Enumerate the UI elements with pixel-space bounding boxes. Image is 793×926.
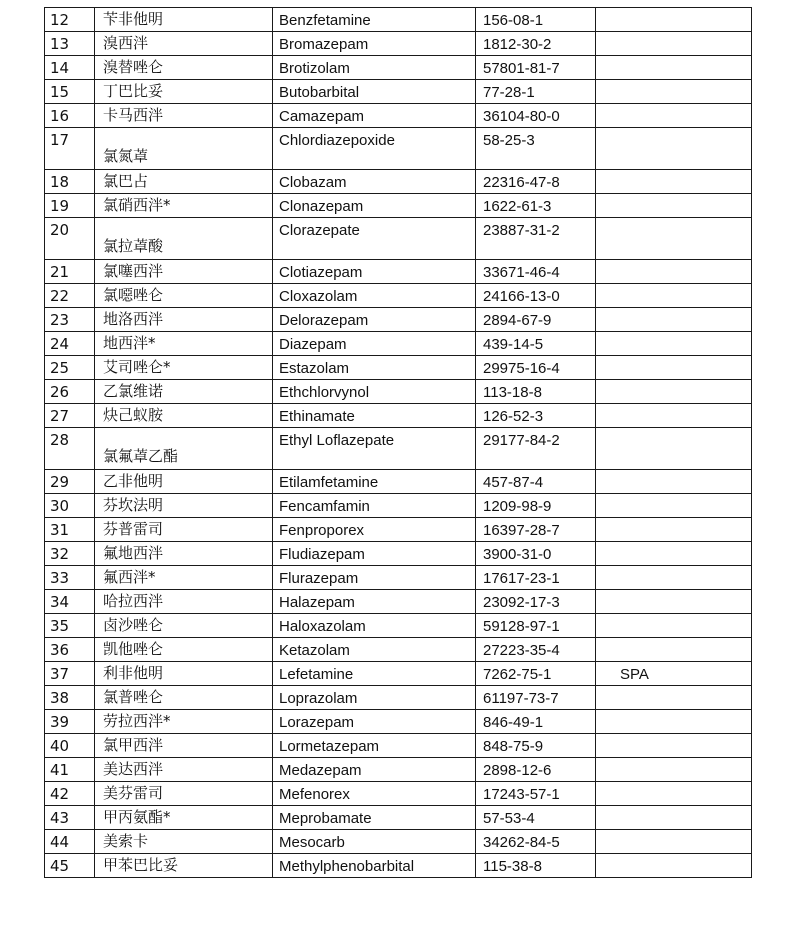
table-row <box>45 260 752 284</box>
cas-number: 34262-84-5 <box>476 830 596 854</box>
cas-number: 23887-31-2 <box>476 218 596 260</box>
row-number: 45 <box>45 854 95 878</box>
note <box>596 56 752 80</box>
cas-number: 2898-12-6 <box>476 758 596 782</box>
english-name: Lefetamine <box>273 662 476 686</box>
row-number: 29 <box>45 470 95 494</box>
row-number: 28 <box>45 428 95 470</box>
chinese-name: 美芬雷司 <box>95 782 273 806</box>
cas-number: 57-53-4 <box>476 806 596 830</box>
note <box>596 404 752 428</box>
english-name: Haloxazolam <box>273 614 476 638</box>
row-number: 38 <box>45 686 95 710</box>
cas-number: 115-38-8 <box>476 854 596 878</box>
row-number: 18 <box>45 170 95 194</box>
drug-table <box>44 7 752 878</box>
chinese-name: 氯拉䓬酸 <box>95 218 273 260</box>
table-row <box>45 782 752 806</box>
row-number: 13 <box>45 32 95 56</box>
table-row <box>45 710 752 734</box>
table-row <box>45 404 752 428</box>
english-name: Clobazam <box>273 170 476 194</box>
cas-number: 2894-67-9 <box>476 308 596 332</box>
note <box>596 566 752 590</box>
row-number: 23 <box>45 308 95 332</box>
row-number: 32 <box>45 542 95 566</box>
chinese-name: 芬坎法明 <box>95 494 273 518</box>
chinese-name: 美达西泮 <box>95 758 273 782</box>
cas-number: 57801-81-7 <box>476 56 596 80</box>
table-row <box>45 542 752 566</box>
cas-number: 156-08-1 <box>476 8 596 32</box>
cas-number: 7262-75-1 <box>476 662 596 686</box>
english-name: Meprobamate <box>273 806 476 830</box>
english-name: Lormetazepam <box>273 734 476 758</box>
row-number: 31 <box>45 518 95 542</box>
table-row <box>45 758 752 782</box>
english-name: Delorazepam <box>273 308 476 332</box>
cas-number: 439-14-5 <box>476 332 596 356</box>
english-name: Etilamfetamine <box>273 470 476 494</box>
table-row <box>45 494 752 518</box>
cas-number: 17617-23-1 <box>476 566 596 590</box>
note <box>596 470 752 494</box>
cas-number: 61197-73-7 <box>476 686 596 710</box>
row-number: 20 <box>45 218 95 260</box>
row-number: 40 <box>45 734 95 758</box>
english-name: Benzfetamine <box>273 8 476 32</box>
table-row <box>45 830 752 854</box>
cas-number: 1812-30-2 <box>476 32 596 56</box>
note <box>596 104 752 128</box>
note <box>596 428 752 470</box>
note <box>596 494 752 518</box>
english-name: Ketazolam <box>273 638 476 662</box>
table-row <box>45 380 752 404</box>
row-number: 25 <box>45 356 95 380</box>
row-number: 26 <box>45 380 95 404</box>
chinese-name: 地西泮* <box>95 332 273 356</box>
note <box>596 380 752 404</box>
table-row <box>45 638 752 662</box>
row-number: 14 <box>45 56 95 80</box>
note <box>596 284 752 308</box>
cas-number: 77-28-1 <box>476 80 596 104</box>
cas-number: 17243-57-1 <box>476 782 596 806</box>
english-name: Estazolam <box>273 356 476 380</box>
note <box>596 260 752 284</box>
chinese-name: 凯他唑仑 <box>95 638 273 662</box>
note <box>596 614 752 638</box>
note <box>596 308 752 332</box>
note <box>596 734 752 758</box>
cas-number: 846-49-1 <box>476 710 596 734</box>
english-name: Camazepam <box>273 104 476 128</box>
note <box>596 710 752 734</box>
cas-number: 848-75-9 <box>476 734 596 758</box>
row-number: 21 <box>45 260 95 284</box>
cas-number: 59128-97-1 <box>476 614 596 638</box>
cas-number: 24166-13-0 <box>476 284 596 308</box>
english-name: Methylphenobarbital <box>273 854 476 878</box>
cas-number: 16397-28-7 <box>476 518 596 542</box>
english-name: Fencamfamin <box>273 494 476 518</box>
chinese-name: 氯巴占 <box>95 170 273 194</box>
english-name: Fenproporex <box>273 518 476 542</box>
row-number: 36 <box>45 638 95 662</box>
chinese-name: 氯氟䓬乙酯 <box>95 428 273 470</box>
cas-number: 1209-98-9 <box>476 494 596 518</box>
table-row <box>45 734 752 758</box>
row-number: 27 <box>45 404 95 428</box>
row-number: 37 <box>45 662 95 686</box>
chinese-name: 卡马西泮 <box>95 104 273 128</box>
row-number: 15 <box>45 80 95 104</box>
chinese-name: 劳拉西泮* <box>95 710 273 734</box>
table-row <box>45 80 752 104</box>
note <box>596 686 752 710</box>
chinese-name: 氯氮䓬 <box>95 128 273 170</box>
english-name: Cloxazolam <box>273 284 476 308</box>
row-number: 42 <box>45 782 95 806</box>
chinese-name: 美索卡 <box>95 830 273 854</box>
cas-number: 22316-47-8 <box>476 170 596 194</box>
chinese-name: 溴替唑仑 <box>95 56 273 80</box>
chinese-name: 氟地西泮 <box>95 542 273 566</box>
chinese-name: 氯噁唑仑 <box>95 284 273 308</box>
english-name: Ethinamate <box>273 404 476 428</box>
row-number: 19 <box>45 194 95 218</box>
english-name: Halazepam <box>273 590 476 614</box>
note <box>596 8 752 32</box>
note <box>596 782 752 806</box>
row-number: 34 <box>45 590 95 614</box>
chinese-name: 氯普唑仑 <box>95 686 273 710</box>
note <box>596 128 752 170</box>
row-number: 16 <box>45 104 95 128</box>
cas-number: 29177-84-2 <box>476 428 596 470</box>
cas-number: 457-87-4 <box>476 470 596 494</box>
table-row <box>45 662 752 686</box>
row-number: 22 <box>45 284 95 308</box>
row-number: 24 <box>45 332 95 356</box>
table-row <box>45 104 752 128</box>
row-number: 12 <box>45 8 95 32</box>
table-row <box>45 332 752 356</box>
english-name: Ethyl Loflazepate <box>273 428 476 470</box>
table-row <box>45 356 752 380</box>
table-row <box>45 194 752 218</box>
chinese-name: 甲苯巴比妥 <box>95 854 273 878</box>
english-name: Diazepam <box>273 332 476 356</box>
table-row <box>45 128 752 170</box>
table-row <box>45 284 752 308</box>
table-row <box>45 32 752 56</box>
english-name: Bromazepam <box>273 32 476 56</box>
note <box>596 854 752 878</box>
note <box>596 806 752 830</box>
chinese-name: 哈拉西泮 <box>95 590 273 614</box>
chinese-name: 艾司唑仑* <box>95 356 273 380</box>
note <box>596 638 752 662</box>
row-number: 43 <box>45 806 95 830</box>
note <box>596 32 752 56</box>
chinese-name: 氯甲西泮 <box>95 734 273 758</box>
cas-number: 29975-16-4 <box>476 356 596 380</box>
table-row <box>45 218 752 260</box>
table-row <box>45 470 752 494</box>
cas-number: 36104-80-0 <box>476 104 596 128</box>
table-row <box>45 56 752 80</box>
note <box>596 194 752 218</box>
english-name: Clotiazepam <box>273 260 476 284</box>
row-number: 35 <box>45 614 95 638</box>
cas-number: 1622-61-3 <box>476 194 596 218</box>
chinese-name: 地洛西泮 <box>95 308 273 332</box>
english-name: Chlordiazepoxide <box>273 128 476 170</box>
table-row <box>45 566 752 590</box>
english-name: Ethchlorvynol <box>273 380 476 404</box>
table-row <box>45 614 752 638</box>
row-number: 30 <box>45 494 95 518</box>
cas-number: 27223-35-4 <box>476 638 596 662</box>
english-name: Flurazepam <box>273 566 476 590</box>
english-name: Medazepam <box>273 758 476 782</box>
row-number: 17 <box>45 128 95 170</box>
note <box>596 542 752 566</box>
chinese-name: 丁巴比妥 <box>95 80 273 104</box>
cas-number: 3900-31-0 <box>476 542 596 566</box>
table-row <box>45 806 752 830</box>
row-number: 41 <box>45 758 95 782</box>
table-row <box>45 854 752 878</box>
english-name: Loprazolam <box>273 686 476 710</box>
note <box>596 758 752 782</box>
table-row <box>45 686 752 710</box>
note <box>596 590 752 614</box>
english-name: Brotizolam <box>273 56 476 80</box>
cas-number: 58-25-3 <box>476 128 596 170</box>
note <box>596 830 752 854</box>
english-name: Clonazepam <box>273 194 476 218</box>
chinese-name: 氯硝西泮* <box>95 194 273 218</box>
chinese-name: 氯噻西泮 <box>95 260 273 284</box>
english-name: Butobarbital <box>273 80 476 104</box>
note <box>596 356 752 380</box>
chinese-name: 炔己蚁胺 <box>95 404 273 428</box>
note <box>596 518 752 542</box>
table-body <box>45 8 752 878</box>
chinese-name: 溴西泮 <box>95 32 273 56</box>
chinese-name: 氟西泮* <box>95 566 273 590</box>
cas-number: 33671-46-4 <box>476 260 596 284</box>
english-name: Fludiazepam <box>273 542 476 566</box>
english-name: Lorazepam <box>273 710 476 734</box>
row-number: 44 <box>45 830 95 854</box>
cas-number: 126-52-3 <box>476 404 596 428</box>
chinese-name: 乙氯维诺 <box>95 380 273 404</box>
note <box>596 218 752 260</box>
cas-number: 113-18-8 <box>476 380 596 404</box>
note: SPA <box>596 662 752 686</box>
chinese-name: 芬普雷司 <box>95 518 273 542</box>
chinese-name: 甲丙氨酯* <box>95 806 273 830</box>
note <box>596 80 752 104</box>
chinese-name: 卤沙唑仑 <box>95 614 273 638</box>
english-name: Mesocarb <box>273 830 476 854</box>
table-row <box>45 518 752 542</box>
chinese-name: 乙非他明 <box>95 470 273 494</box>
table-row <box>45 428 752 470</box>
table-row <box>45 170 752 194</box>
english-name: Mefenorex <box>273 782 476 806</box>
note <box>596 170 752 194</box>
chinese-name: 苄非他明 <box>95 8 273 32</box>
chinese-name: 利非他明 <box>95 662 273 686</box>
table-row <box>45 590 752 614</box>
table-row <box>45 308 752 332</box>
cas-number: 23092-17-3 <box>476 590 596 614</box>
table-row <box>45 8 752 32</box>
row-number: 39 <box>45 710 95 734</box>
note <box>596 332 752 356</box>
row-number: 33 <box>45 566 95 590</box>
english-name: Clorazepate <box>273 218 476 260</box>
